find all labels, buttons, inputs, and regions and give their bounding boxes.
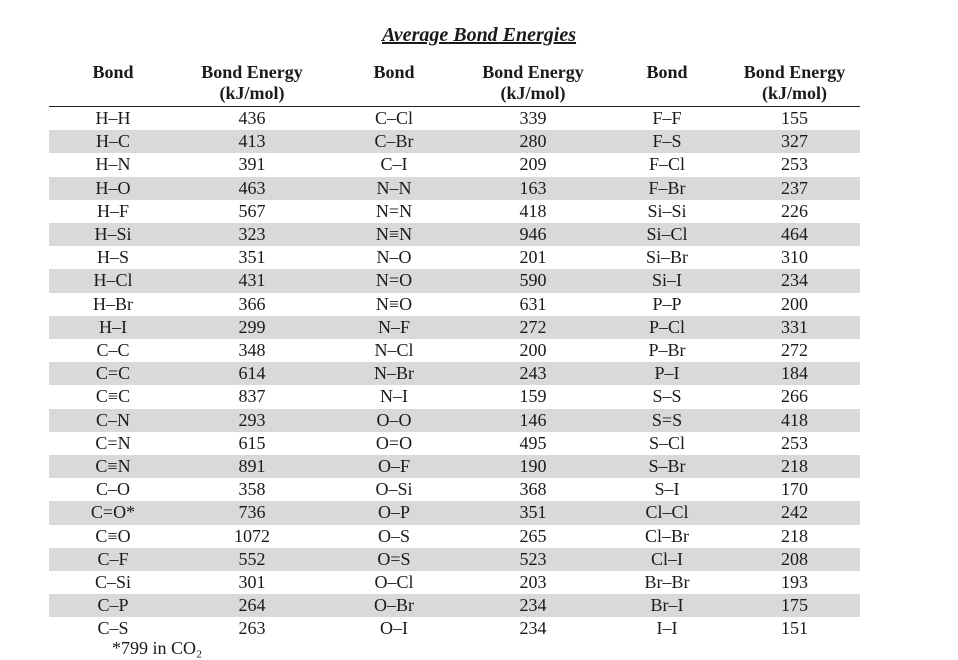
header-energy-2: Bond Energy (kJ/mol)	[461, 60, 605, 107]
energy-cell: 1072	[234, 525, 270, 546]
bond-cell: C–Cl	[374, 108, 413, 128]
bond-cell: H–Si	[49, 223, 177, 246]
energy-cell: 209	[519, 154, 547, 175]
table-row	[49, 501, 860, 524]
bond-cell: F–F	[652, 108, 682, 128]
table-row	[49, 316, 860, 339]
energy-cell: 366	[238, 293, 266, 314]
bond-cell: O–S	[377, 525, 410, 546]
bond-cell: P–Br	[648, 340, 686, 361]
energy-cell: 243	[461, 362, 605, 385]
bond-cell: H–C	[49, 130, 177, 153]
bond-cell: C≡C	[95, 386, 131, 407]
bond-cell: C–O	[95, 479, 130, 500]
energy-cell: 418	[519, 200, 547, 221]
table-row	[49, 385, 860, 408]
bond-cell: S–Cl	[648, 432, 686, 453]
table-row	[49, 594, 860, 617]
bond-cell: N≡N	[327, 223, 461, 246]
header-row	[49, 60, 860, 107]
table-row	[49, 571, 860, 594]
bond-cell: N=N	[375, 200, 413, 221]
bond-cell: Si–I	[605, 269, 729, 292]
energy-cell: 301	[238, 572, 266, 593]
bond-cell: C–P	[49, 594, 177, 617]
header-bond-1: Bond	[49, 60, 177, 107]
bond-cell: H–H	[95, 108, 131, 128]
table-row	[49, 107, 860, 131]
table-row	[49, 177, 860, 200]
bond-cell: N–Cl	[374, 340, 414, 361]
energy-cell: 368	[519, 479, 547, 500]
energy-cell: 234	[461, 594, 605, 617]
energy-cell: 358	[238, 479, 266, 500]
table-row	[49, 362, 860, 385]
bond-cell: Cl–Br	[644, 525, 689, 546]
energy-cell: 351	[238, 247, 266, 268]
energy-cell: 310	[781, 247, 808, 268]
energy-cell: 293	[177, 409, 327, 432]
table-row	[49, 246, 860, 269]
bond-cell: Cl–I	[605, 548, 729, 571]
bond-cell: N–I	[380, 386, 408, 407]
bond-cell: Si–Si	[647, 200, 687, 221]
energy-cell: 323	[177, 223, 327, 246]
energy-cell: 431	[177, 269, 327, 292]
energy-cell: 234	[519, 618, 547, 639]
bond-cell: N–N	[327, 177, 461, 200]
table-row	[49, 200, 860, 223]
bond-cell: C–S	[97, 618, 129, 639]
energy-cell: 234	[729, 269, 860, 292]
bond-cell: O–Si	[375, 479, 413, 500]
table-row	[49, 455, 860, 478]
table-row	[49, 293, 860, 316]
energy-cell: 203	[519, 572, 547, 593]
bond-cell: H–I	[49, 316, 177, 339]
energy-cell: 272	[781, 340, 808, 361]
energy-cell: 163	[461, 177, 605, 200]
energy-cell: 200	[519, 340, 547, 361]
energy-cell: 495	[519, 432, 547, 453]
energy-cell: 418	[729, 409, 860, 432]
energy-cell: 631	[519, 293, 547, 314]
table-row	[49, 432, 860, 455]
bond-cell: C–F	[49, 548, 177, 571]
footnote: *799 in CO₂	[112, 638, 203, 658]
energy-cell: 837	[238, 386, 266, 407]
energy-cell: 155	[781, 108, 808, 128]
energy-cell: 218	[781, 525, 808, 546]
bond-cell: C=N	[95, 432, 131, 453]
energy-cell: 226	[781, 200, 808, 221]
energy-cell: 351	[461, 501, 605, 524]
bond-cell: S–S	[652, 386, 682, 407]
bond-cell: C–C	[96, 340, 130, 361]
energy-cell: 413	[177, 130, 327, 153]
energy-cell: 464	[729, 223, 860, 246]
header-bond-2: Bond	[327, 60, 461, 107]
bond-cell: S–Br	[605, 455, 729, 478]
energy-cell: 272	[461, 316, 605, 339]
bond-cell: N–O	[376, 247, 412, 268]
energy-cell: 736	[177, 501, 327, 524]
energy-cell: 201	[519, 247, 547, 268]
bond-cell: Si–Cl	[605, 223, 729, 246]
bond-cell: N–F	[327, 316, 461, 339]
energy-cell: 253	[781, 432, 808, 453]
energy-cell: 242	[729, 501, 860, 524]
energy-cell: 614	[177, 362, 327, 385]
bond-cell: F–Br	[605, 177, 729, 200]
bond-cell: O–F	[327, 455, 461, 478]
bond-cell: H–Cl	[49, 269, 177, 292]
table-row	[49, 339, 860, 362]
bond-cell: S=S	[605, 409, 729, 432]
bond-cell: S–I	[654, 479, 680, 500]
table-row	[49, 548, 860, 571]
energy-cell: 590	[461, 269, 605, 292]
energy-cell: 190	[461, 455, 605, 478]
energy-cell: 265	[519, 525, 547, 546]
header-energy-1: Bond Energy (kJ/mol)	[177, 60, 327, 107]
page-title: Average Bond Energies	[381, 24, 577, 46]
energy-cell: 523	[461, 548, 605, 571]
bond-cell: Br–Br	[644, 572, 690, 593]
bond-cell: H–O	[49, 177, 177, 200]
table-row	[49, 525, 860, 548]
bond-cell: H–F	[96, 200, 129, 221]
bond-cell: F–S	[605, 130, 729, 153]
bond-cell: C–N	[49, 409, 177, 432]
energy-cell: 264	[177, 594, 327, 617]
energy-cell: 327	[729, 130, 860, 153]
energy-cell: 463	[177, 177, 327, 200]
energy-cell: 159	[519, 386, 547, 407]
bond-energy-table	[49, 60, 860, 641]
energy-cell: 552	[177, 548, 327, 571]
energy-cell: 436	[238, 108, 266, 128]
bond-cell: P–I	[605, 362, 729, 385]
energy-cell: 567	[238, 200, 266, 221]
bond-cell: Br–I	[605, 594, 729, 617]
energy-cell: 348	[238, 340, 266, 361]
bond-cell: N=O	[327, 269, 461, 292]
bond-cell: C≡N	[49, 455, 177, 478]
bond-cell: C–Si	[94, 572, 132, 593]
energy-cell: 263	[238, 618, 266, 639]
table-row	[49, 478, 860, 501]
bond-cell: O–Br	[327, 594, 461, 617]
bond-cell: C–Br	[327, 130, 461, 153]
bond-cell: H–S	[96, 247, 129, 268]
bond-cell: O=S	[327, 548, 461, 571]
header-bond-3: Bond	[605, 60, 729, 107]
energy-cell: 266	[781, 386, 808, 407]
bond-cell: H–Br	[93, 293, 133, 314]
energy-cell: 615	[238, 432, 266, 453]
table-row	[49, 223, 860, 246]
energy-cell: 170	[781, 479, 808, 500]
bond-cell: O–P	[327, 501, 461, 524]
energy-cell: 946	[461, 223, 605, 246]
table-row	[49, 130, 860, 153]
energy-cell: 237	[729, 177, 860, 200]
bond-cell: P–Cl	[605, 316, 729, 339]
bond-cell: C≡O	[95, 525, 131, 546]
bond-cell: I–I	[656, 618, 678, 639]
header-energy-3: Bond Energy (kJ/mol)	[729, 60, 860, 107]
bond-cell: C=C	[49, 362, 177, 385]
bond-cell: N–Br	[327, 362, 461, 385]
table-row	[49, 409, 860, 432]
energy-cell: 193	[781, 572, 808, 593]
energy-cell: 891	[177, 455, 327, 478]
energy-cell: 175	[729, 594, 860, 617]
bond-cell: O=O	[375, 432, 413, 453]
bond-cell: O–Cl	[374, 572, 414, 593]
energy-cell: 331	[729, 316, 860, 339]
energy-cell: 184	[729, 362, 860, 385]
bond-cell: O–I	[380, 618, 408, 639]
bond-cell: N≡O	[375, 293, 413, 314]
energy-cell: 151	[781, 618, 808, 639]
bond-cell: Si–Br	[645, 247, 688, 268]
energy-cell: 299	[177, 316, 327, 339]
energy-cell: 200	[781, 293, 808, 314]
energy-cell: 253	[781, 154, 808, 175]
table-body	[49, 107, 860, 641]
energy-cell: 208	[729, 548, 860, 571]
bond-cell: C=O*	[49, 501, 177, 524]
bond-cell: P–P	[652, 293, 682, 314]
energy-cell: 280	[461, 130, 605, 153]
bond-cell: H–N	[95, 154, 131, 175]
bond-cell: C–I	[380, 154, 408, 175]
energy-cell: 218	[729, 455, 860, 478]
bond-cell: F–Cl	[648, 154, 686, 175]
energy-cell: 339	[519, 108, 547, 128]
table-row	[49, 153, 860, 176]
bond-cell: O–O	[327, 409, 461, 432]
energy-cell: 391	[238, 154, 266, 175]
bond-cell: Cl–Cl	[605, 501, 729, 524]
table-row	[49, 269, 860, 292]
energy-cell: 146	[461, 409, 605, 432]
